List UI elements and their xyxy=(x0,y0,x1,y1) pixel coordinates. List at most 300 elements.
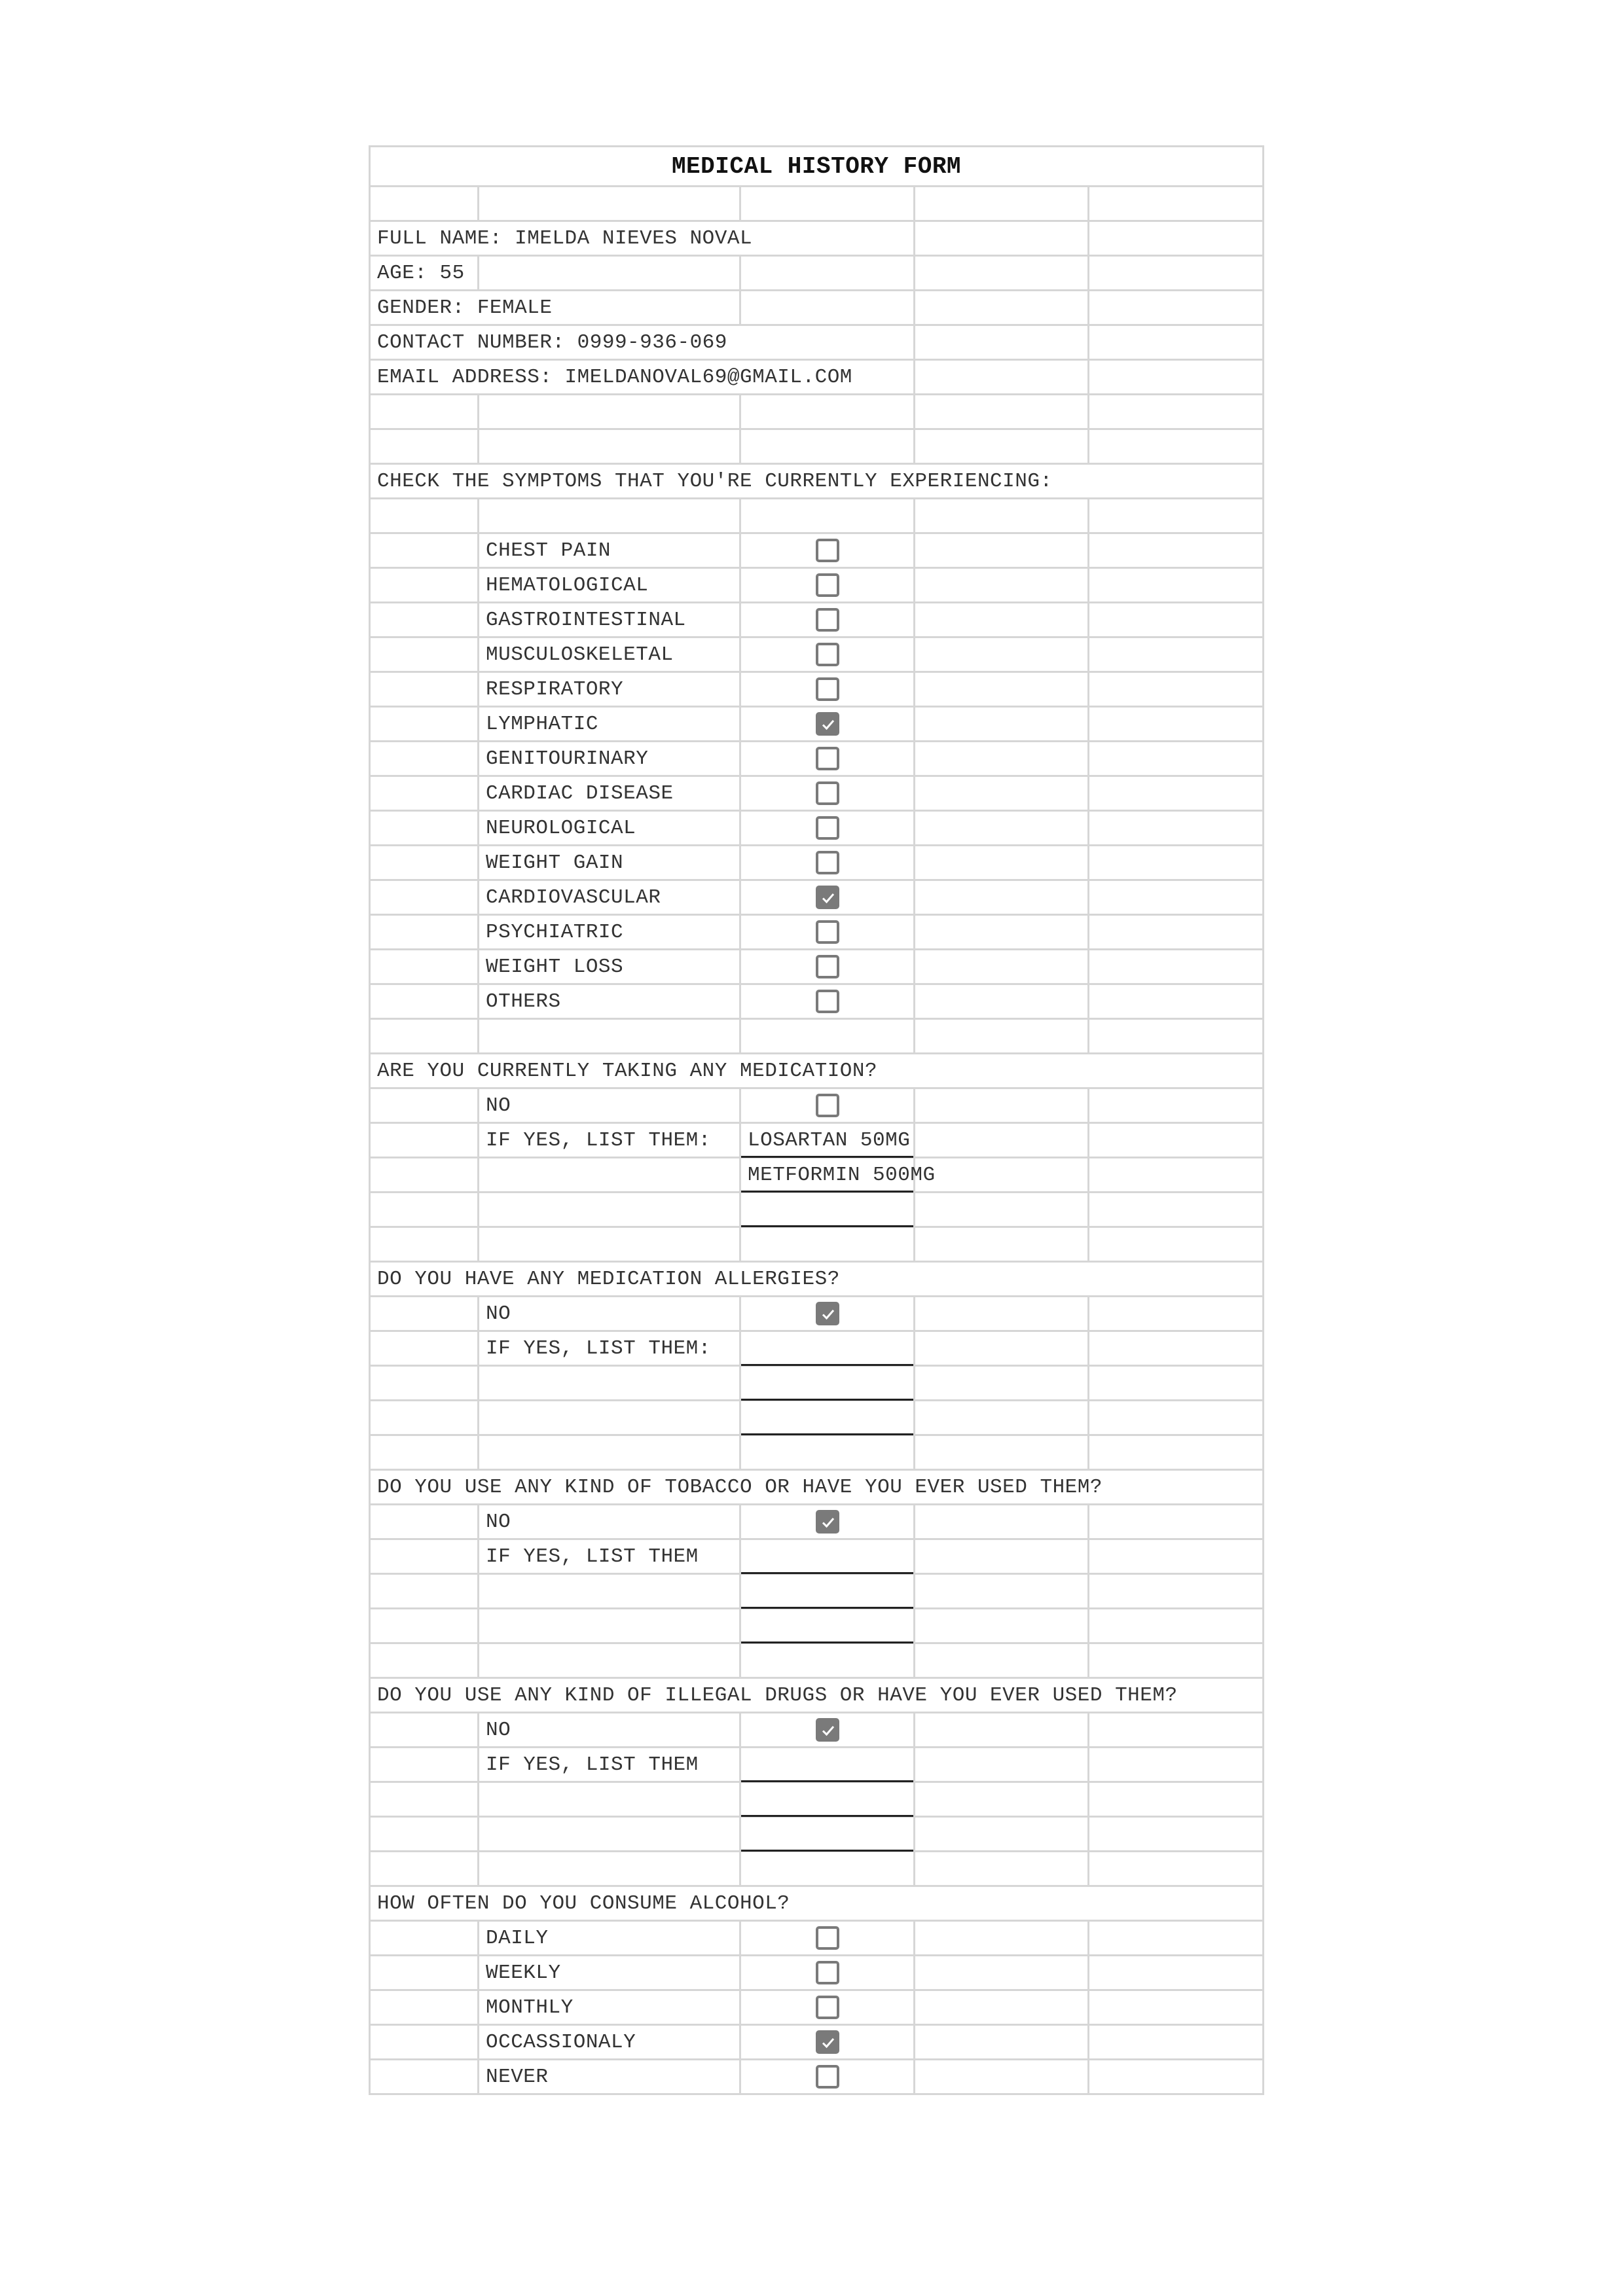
option-label: MUSCULOSKELETAL xyxy=(479,637,740,672)
grid-cell xyxy=(1089,1366,1264,1401)
spacer-row xyxy=(370,1019,1264,1054)
form-title: MEDICAL HISTORY FORM xyxy=(370,147,1264,187)
alcohol-question: HOW OFTEN DO YOU CONSUME ALCOHOL? xyxy=(370,1886,1264,1921)
grid-cell xyxy=(1089,1782,1264,1817)
symptom-chest-pain[interactable] xyxy=(370,533,1264,568)
checkbox-symptom-musculoskeletal[interactable] xyxy=(816,643,839,666)
checkbox-symptom-weight-loss[interactable] xyxy=(816,955,839,978)
checkbox-alcohol-occassionaly[interactable] xyxy=(816,2030,839,2054)
grid-cell xyxy=(915,1921,1089,1956)
option-label: CHEST PAIN xyxy=(479,533,740,568)
checkbox-symptom-lymphatic[interactable] xyxy=(816,712,839,736)
grid-cell xyxy=(915,1227,1089,1262)
grid-cell xyxy=(1089,1158,1264,1193)
medication-entry-field[interactable]: METFORMIN 500MG xyxy=(740,1158,915,1193)
checkbox-allergies-no-option[interactable] xyxy=(816,1302,839,1325)
option-label: NEVER xyxy=(479,2060,740,2094)
grid-cell xyxy=(1089,499,1264,533)
grid-cell xyxy=(1089,811,1264,846)
option-label: OCCASSIONALY xyxy=(479,2025,740,2060)
medical-history-form xyxy=(369,145,1264,2095)
grid-cell xyxy=(370,2060,479,2094)
grid-cell xyxy=(370,568,479,603)
grid-cell xyxy=(740,742,915,776)
grid-cell xyxy=(479,499,740,533)
checkbox-tobacco-no-option[interactable] xyxy=(816,1510,839,1534)
grid-cell xyxy=(915,568,1089,603)
grid-cell xyxy=(479,1193,740,1227)
grid-cell xyxy=(740,499,915,533)
drugs-no-option[interactable] xyxy=(370,1713,1264,1748)
grid-cell xyxy=(370,707,479,742)
grid-cell xyxy=(740,776,915,811)
grid-cell xyxy=(915,1401,1089,1435)
checkbox-symptom-weight-gain[interactable] xyxy=(816,851,839,874)
checkbox-symptom-neurological[interactable] xyxy=(816,816,839,840)
grid-cell xyxy=(1089,325,1264,360)
symptom-gastrointestinal[interactable] xyxy=(370,603,1264,637)
grid-cell xyxy=(740,846,915,880)
grid-cell xyxy=(740,915,915,950)
grid-cell xyxy=(1089,1817,1264,1852)
grid-cell xyxy=(740,672,915,707)
alcohol-weekly[interactable] xyxy=(370,1956,1264,1990)
grid-cell xyxy=(370,1331,479,1366)
symptom-musculoskeletal[interactable] xyxy=(370,637,1264,672)
tobacco-entry-field[interactable] xyxy=(740,1539,915,1574)
grid-cell xyxy=(740,1088,915,1123)
alcohol-daily[interactable] xyxy=(370,1921,1264,1956)
alcohol-never[interactable] xyxy=(370,2060,1264,2094)
grid-cell xyxy=(915,1956,1089,1990)
grid-cell xyxy=(370,742,479,776)
spacer-row xyxy=(370,1435,1264,1470)
grid-cell xyxy=(740,1852,915,1886)
full-name-field[interactable]: FULL NAME: IMELDA NIEVES NOVAL xyxy=(370,221,915,256)
grid-cell xyxy=(1089,1609,1264,1643)
grid-cell xyxy=(915,395,1089,429)
grid-cell xyxy=(915,499,1089,533)
grid-cell xyxy=(915,1539,1089,1574)
grid-cell xyxy=(370,880,479,915)
grid-cell xyxy=(370,1193,479,1227)
grid-cell xyxy=(915,1435,1089,1470)
grid-cell xyxy=(1089,984,1264,1019)
grid-cell xyxy=(915,1713,1089,1748)
grid-cell xyxy=(740,256,915,291)
grid-cell xyxy=(915,429,1089,464)
grid-cell xyxy=(915,360,1089,395)
grid-cell xyxy=(370,1713,479,1748)
grid-cell xyxy=(915,776,1089,811)
grid-cell xyxy=(740,1505,915,1539)
grid-cell xyxy=(915,1852,1089,1886)
tobacco-list-label: IF YES, LIST THEM xyxy=(479,1539,740,1574)
grid-cell xyxy=(479,1019,740,1054)
checkbox-medication-no-option[interactable] xyxy=(816,1094,839,1117)
grid-cell xyxy=(740,2025,915,2060)
option-label: WEIGHT LOSS xyxy=(479,950,740,984)
grid-cell xyxy=(740,950,915,984)
grid-cell xyxy=(915,1366,1089,1401)
grid-cell xyxy=(1089,1088,1264,1123)
symptom-respiratory[interactable] xyxy=(370,672,1264,707)
option-label: WEEKLY xyxy=(479,1956,740,1990)
allergies-list-label: IF YES, LIST THEM: xyxy=(479,1331,740,1366)
spacer-row xyxy=(370,1643,1264,1678)
grid-cell xyxy=(740,1643,915,1678)
grid-cell xyxy=(1089,1401,1264,1435)
grid-cell xyxy=(915,1158,1089,1193)
grid-cell xyxy=(915,984,1089,1019)
grid-cell xyxy=(370,846,479,880)
grid-cell xyxy=(915,672,1089,707)
grid-cell xyxy=(915,1817,1089,1852)
grid-cell xyxy=(479,1609,740,1643)
grid-cell xyxy=(479,429,740,464)
grid-cell xyxy=(370,1574,479,1609)
grid-cell xyxy=(915,291,1089,325)
grid-cell xyxy=(370,1297,479,1331)
symptom-weight-gain[interactable] xyxy=(370,846,1264,880)
grid-cell xyxy=(915,187,1089,221)
grid-cell xyxy=(370,1921,479,1956)
grid-cell xyxy=(915,2025,1089,2060)
grid-cell xyxy=(1089,291,1264,325)
grid-cell xyxy=(740,1297,915,1331)
grid-cell xyxy=(1089,221,1264,256)
option-label: LYMPHATIC xyxy=(479,707,740,742)
grid-cell xyxy=(479,187,740,221)
allergies-entry-field[interactable] xyxy=(740,1331,915,1366)
grid-cell xyxy=(915,915,1089,950)
grid-cell xyxy=(740,291,915,325)
grid-cell xyxy=(740,533,915,568)
grid-cell xyxy=(479,1574,740,1609)
grid-cell xyxy=(370,499,479,533)
grid-cell xyxy=(915,846,1089,880)
grid-cell xyxy=(1089,1505,1264,1539)
option-label: PSYCHIATRIC xyxy=(479,915,740,950)
grid-cell xyxy=(370,915,479,950)
symptom-cardiac-disease[interactable] xyxy=(370,776,1264,811)
spacer-row xyxy=(370,499,1264,533)
grid-cell xyxy=(1089,880,1264,915)
grid-cell xyxy=(479,1366,740,1401)
grid-cell xyxy=(740,637,915,672)
spacer-row xyxy=(370,395,1264,429)
grid-cell xyxy=(1089,776,1264,811)
grid-cell xyxy=(915,1574,1089,1609)
grid-cell xyxy=(370,1990,479,2025)
grid-cell xyxy=(479,1817,740,1852)
medication-no-option[interactable] xyxy=(370,1088,1264,1123)
grid-cell xyxy=(915,950,1089,984)
grid-cell xyxy=(915,1748,1089,1782)
medication-question: ARE YOU CURRENTLY TAKING ANY MEDICATION? xyxy=(370,1054,1264,1088)
grid-cell xyxy=(740,811,915,846)
checkbox-symptom-gastrointestinal[interactable] xyxy=(816,608,839,632)
tobacco-no-option[interactable] xyxy=(370,1505,1264,1539)
drugs-entry-field[interactable] xyxy=(740,1817,915,1852)
grid-cell xyxy=(915,1331,1089,1366)
grid-cell xyxy=(370,1227,479,1262)
grid-cell xyxy=(1089,707,1264,742)
grid-cell xyxy=(1089,429,1264,464)
grid-cell xyxy=(370,1782,479,1817)
checkbox-alcohol-monthly[interactable] xyxy=(816,1996,839,2019)
grid-cell xyxy=(370,1748,479,1782)
grid-cell xyxy=(370,1539,479,1574)
grid-cell xyxy=(1089,1956,1264,1990)
grid-cell xyxy=(370,1019,479,1054)
grid-cell xyxy=(370,533,479,568)
grid-cell xyxy=(740,395,915,429)
grid-cell xyxy=(370,1643,479,1678)
option-label: CARDIOVASCULAR xyxy=(479,880,740,915)
drugs-entry-field[interactable] xyxy=(740,1782,915,1817)
checkbox-symptom-chest-pain[interactable] xyxy=(816,539,839,562)
symptom-lymphatic[interactable] xyxy=(370,707,1264,742)
checkbox-symptom-cardiovascular[interactable] xyxy=(816,886,839,909)
grid-cell xyxy=(370,1435,479,1470)
grid-cell xyxy=(915,1193,1089,1227)
grid-cell xyxy=(1089,2025,1264,2060)
grid-cell xyxy=(1089,1435,1264,1470)
drugs-list-label: IF YES, LIST THEM xyxy=(479,1748,740,1782)
grid-cell xyxy=(1089,568,1264,603)
option-label: NO xyxy=(479,1088,740,1123)
symptom-cardiovascular[interactable] xyxy=(370,880,1264,915)
grid-cell xyxy=(740,2060,915,2094)
grid-cell xyxy=(740,1227,915,1262)
grid-cell xyxy=(370,1505,479,1539)
grid-cell xyxy=(1089,603,1264,637)
grid-cell xyxy=(1089,533,1264,568)
grid-cell xyxy=(479,1227,740,1262)
grid-cell xyxy=(1089,846,1264,880)
grid-cell xyxy=(479,1401,740,1435)
grid-cell xyxy=(740,1956,915,1990)
age-field[interactable]: AGE: 55 xyxy=(370,256,479,291)
spacer-row xyxy=(370,1227,1264,1262)
grid-cell xyxy=(1089,742,1264,776)
grid-cell xyxy=(740,568,915,603)
medication-list-label: IF YES, LIST THEM: xyxy=(479,1123,740,1158)
grid-cell xyxy=(1089,1297,1264,1331)
checkbox-symptom-hematological[interactable] xyxy=(816,573,839,597)
grid-cell xyxy=(1089,1227,1264,1262)
grid-cell xyxy=(915,1297,1089,1331)
gender-field[interactable]: GENDER: FEMALE xyxy=(370,291,740,325)
grid-cell xyxy=(370,1401,479,1435)
grid-cell xyxy=(1089,2060,1264,2094)
grid-cell xyxy=(370,603,479,637)
grid-cell xyxy=(915,637,1089,672)
grid-cell xyxy=(740,187,915,221)
grid-cell xyxy=(740,984,915,1019)
grid-cell xyxy=(915,880,1089,915)
grid-cell xyxy=(370,672,479,707)
contact-number-field[interactable]: CONTACT NUMBER: 0999-936-069 xyxy=(370,325,915,360)
grid-cell xyxy=(370,1817,479,1852)
grid-cell xyxy=(370,1123,479,1158)
grid-cell xyxy=(1089,637,1264,672)
option-label: RESPIRATORY xyxy=(479,672,740,707)
option-label: WEIGHT GAIN xyxy=(479,846,740,880)
option-label: DAILY xyxy=(479,1921,740,1956)
grid-cell xyxy=(479,1782,740,1817)
grid-cell xyxy=(370,984,479,1019)
grid-cell xyxy=(915,603,1089,637)
tobacco-entry-field[interactable] xyxy=(740,1609,915,1643)
medication-entry-field[interactable] xyxy=(740,1193,915,1227)
grid-cell xyxy=(370,1956,479,1990)
grid-cell xyxy=(1089,1019,1264,1054)
grid-cell xyxy=(1089,915,1264,950)
spacer-row xyxy=(370,187,1264,221)
allergies-question: DO YOU HAVE ANY MEDICATION ALLERGIES? xyxy=(370,1262,1264,1297)
grid-cell xyxy=(479,256,740,291)
grid-cell xyxy=(1089,672,1264,707)
checkbox-alcohol-weekly[interactable] xyxy=(816,1961,839,1984)
drugs-entry-field[interactable] xyxy=(740,1748,915,1782)
grid-cell xyxy=(1089,1193,1264,1227)
grid-cell xyxy=(370,1852,479,1886)
grid-cell xyxy=(1089,395,1264,429)
grid-cell xyxy=(370,776,479,811)
allergies-no-option[interactable] xyxy=(370,1297,1264,1331)
grid-cell xyxy=(1089,1990,1264,2025)
grid-cell xyxy=(1089,1921,1264,1956)
checkbox-symptom-respiratory[interactable] xyxy=(816,677,839,701)
option-label: NO xyxy=(479,1713,740,1748)
checkbox-alcohol-never[interactable] xyxy=(816,2065,839,2089)
grid-cell xyxy=(740,1435,915,1470)
grid-cell xyxy=(915,811,1089,846)
checkbox-symptom-others[interactable] xyxy=(816,990,839,1013)
drugs-question: DO YOU USE ANY KIND OF ILLEGAL DRUGS OR HAVE YOU EVER USED THEM? xyxy=(370,1678,1264,1713)
option-label: GENITOURINARY xyxy=(479,742,740,776)
symptom-weight-loss[interactable] xyxy=(370,950,1264,984)
grid-cell xyxy=(479,1158,740,1193)
grid-cell xyxy=(479,1643,740,1678)
grid-cell xyxy=(1089,256,1264,291)
symptom-others[interactable] xyxy=(370,984,1264,1019)
grid-cell xyxy=(370,395,479,429)
grid-cell xyxy=(479,1435,740,1470)
grid-cell xyxy=(1089,360,1264,395)
grid-cell xyxy=(740,1713,915,1748)
grid-cell xyxy=(1089,1123,1264,1158)
checkbox-symptom-cardiac-disease[interactable] xyxy=(816,781,839,805)
option-label: CARDIAC DISEASE xyxy=(479,776,740,811)
grid-cell xyxy=(915,256,1089,291)
grid-cell xyxy=(915,1123,1089,1158)
grid-cell xyxy=(915,1609,1089,1643)
medication-entry-field[interactable]: LOSARTAN 50MG xyxy=(740,1123,915,1158)
symptoms-question: CHECK THE SYMPTOMS THAT YOU'RE CURRENTLY EXPERIENCING: xyxy=(370,464,1264,499)
option-label: NO xyxy=(479,1505,740,1539)
grid-cell xyxy=(370,1609,479,1643)
grid-cell xyxy=(370,2025,479,2060)
email-address-field[interactable]: EMAIL ADDRESS: IMELDANOVAL69@GMAIL.COM xyxy=(370,360,915,395)
grid-cell xyxy=(370,1366,479,1401)
grid-cell xyxy=(740,1019,915,1054)
grid-cell xyxy=(1089,187,1264,221)
option-label: HEMATOLOGICAL xyxy=(479,568,740,603)
option-label: NO xyxy=(479,1297,740,1331)
allergies-entry-field[interactable] xyxy=(740,1401,915,1435)
grid-cell xyxy=(915,1505,1089,1539)
grid-cell xyxy=(740,707,915,742)
grid-cell xyxy=(740,880,915,915)
checkbox-drugs-no-option[interactable] xyxy=(816,1718,839,1742)
option-label: GASTROINTESTINAL xyxy=(479,603,740,637)
grid-cell xyxy=(1089,1331,1264,1366)
grid-cell xyxy=(740,1990,915,2025)
grid-cell xyxy=(915,2060,1089,2094)
grid-cell xyxy=(370,429,479,464)
grid-cell xyxy=(915,1782,1089,1817)
grid-cell xyxy=(370,811,479,846)
grid-cell xyxy=(740,429,915,464)
symptom-genitourinary[interactable] xyxy=(370,742,1264,776)
symptom-hematological[interactable] xyxy=(370,568,1264,603)
grid-cell xyxy=(1089,1852,1264,1886)
grid-cell xyxy=(370,1088,479,1123)
tobacco-question: DO YOU USE ANY KIND OF TOBACCO OR HAVE YOU EVER USED THEM? xyxy=(370,1470,1264,1505)
option-label: OTHERS xyxy=(479,984,740,1019)
grid-cell xyxy=(1089,1643,1264,1678)
grid-cell xyxy=(370,950,479,984)
checkbox-alcohol-daily[interactable] xyxy=(816,1926,839,1950)
grid-cell xyxy=(1089,1574,1264,1609)
grid-cell xyxy=(1089,1748,1264,1782)
symptom-psychiatric[interactable] xyxy=(370,915,1264,950)
grid-cell xyxy=(915,742,1089,776)
allergies-entry-field[interactable] xyxy=(740,1366,915,1401)
option-label: MONTHLY xyxy=(479,1990,740,2025)
grid-cell xyxy=(915,707,1089,742)
grid-cell xyxy=(915,221,1089,256)
spacer-row xyxy=(370,1852,1264,1886)
grid-cell xyxy=(370,637,479,672)
checkbox-symptom-psychiatric[interactable] xyxy=(816,920,839,944)
symptom-neurological[interactable] xyxy=(370,811,1264,846)
tobacco-entry-field[interactable] xyxy=(740,1574,915,1609)
grid-cell xyxy=(1089,1539,1264,1574)
option-label: NEUROLOGICAL xyxy=(479,811,740,846)
grid-cell xyxy=(1089,950,1264,984)
grid-cell xyxy=(1089,1713,1264,1748)
grid-cell xyxy=(740,1921,915,1956)
alcohol-occassionaly[interactable] xyxy=(370,2025,1264,2060)
alcohol-monthly[interactable] xyxy=(370,1990,1264,2025)
grid-cell xyxy=(915,533,1089,568)
grid-cell xyxy=(740,603,915,637)
grid-cell xyxy=(370,1158,479,1193)
grid-cell xyxy=(915,1019,1089,1054)
grid-cell xyxy=(479,1852,740,1886)
grid-cell xyxy=(915,325,1089,360)
grid-cell xyxy=(370,187,479,221)
grid-cell xyxy=(915,1088,1089,1123)
grid-cell xyxy=(479,395,740,429)
spacer-row xyxy=(370,429,1264,464)
checkbox-symptom-genitourinary[interactable] xyxy=(816,747,839,770)
grid-cell xyxy=(915,1643,1089,1678)
